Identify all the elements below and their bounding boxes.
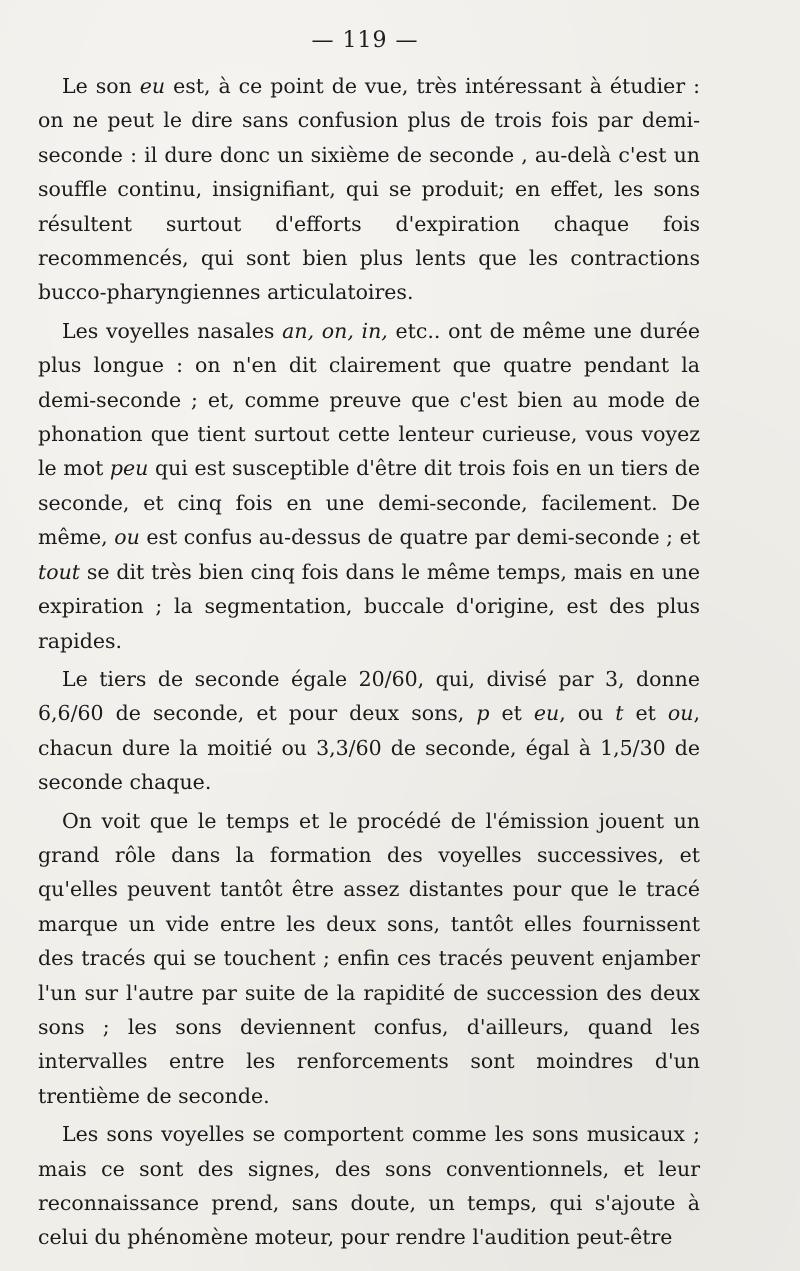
text-run: Le son bbox=[62, 74, 140, 98]
paragraph-5 bbox=[38, 1117, 700, 1255]
body-text bbox=[38, 69, 700, 1255]
text-run: Les sons voyelles se comportent comme les sons musicaux ; mais ce sont des signes, des sons conventionnels, et leur reconnaissance prend, sans doute, un temps, qui s'ajoute à celui du phénomène moteur, pour rendre l'audition peut-être bbox=[38, 1122, 700, 1250]
text-run: , ou bbox=[559, 701, 616, 726]
italic-run: t bbox=[615, 701, 624, 726]
text-run: On voit que le temps et le procédé de l'émission jouent un grand rôle dans la formation des voyelles successives, et qu'elles peuvent tantôt être assez distantes pour que le tracé marque un vide entre les deux sons, tantôt elles fournissent des tracés qui se touchent ; enfin ces tracés peuvent enjamber l'un sur l'autre par suite de la rapidité de succession des deux sons ; les sons deviennent confus, d'ailleurs, quand les intervalles entre les renforcements sont moindres d'un trentième de seconde. bbox=[38, 808, 700, 1108]
text-run: est, à ce point de vue, très intéressant à étudier : on ne peut le dire sans confusion plus de trois fois par demi-seconde : il dure donc un sixième de seconde , au-delà c'est un souffle continu, insignifiant, qui se produit; en effet, les sons résultent surtout d'efforts d'expiration chaque fois recommencés, qui sont bien plus lents que les contractions bucco-pharyngiennes articulatoires. bbox=[38, 74, 700, 305]
italic-run: p bbox=[476, 701, 490, 726]
page-number: — 119 — bbox=[311, 28, 419, 53]
text-run: est confus au-dessus de quatre par demi-seconde ; et bbox=[139, 525, 700, 550]
italic-run: eu bbox=[139, 74, 166, 98]
text-run: et bbox=[623, 701, 668, 726]
italic-run: peu bbox=[109, 456, 149, 481]
text-run: etc.. ont de même une durée plus longue : on n'en dit clairement que quatre pendant la demi-seconde ; et, comme preuve que c'est bien au mode de phonation que tient surtout cette lenteur curieuse, vous voyez le mot bbox=[38, 318, 701, 481]
text-run: , chacun dure la moitié ou 3,3/60 de seconde, égal à 1,5/30 de seconde chaque. bbox=[38, 701, 700, 795]
italic-run: ou bbox=[667, 701, 694, 726]
text-run: Les voyelles nasales bbox=[62, 318, 283, 343]
italic-run: eu bbox=[533, 701, 560, 726]
paragraph-3 bbox=[38, 662, 700, 800]
paragraph-2 bbox=[38, 314, 700, 658]
italic-run: ou bbox=[114, 525, 140, 550]
paragraph-4 bbox=[38, 804, 700, 1114]
text-run: Le tiers de seconde égale 20/60, qui, divisé par 3, donne 6,6/60 de seconde, et pour deux sons, bbox=[38, 666, 700, 726]
paragraph-1 bbox=[38, 69, 700, 310]
text-run: se dit très bien cinq fois dans le même temps, mais en une expiration ; la segmentation, buccale d'origine, est des plus rapides. bbox=[38, 559, 700, 653]
text-run: qui est susceptible d'être dit trois fois en un tiers de seconde, et cinq fois en une demi-seconde, facilement. De même, bbox=[38, 456, 700, 550]
text-run: et bbox=[489, 701, 534, 726]
italic-run: tout bbox=[38, 559, 81, 584]
italic-run: an, on, in, bbox=[282, 318, 388, 343]
